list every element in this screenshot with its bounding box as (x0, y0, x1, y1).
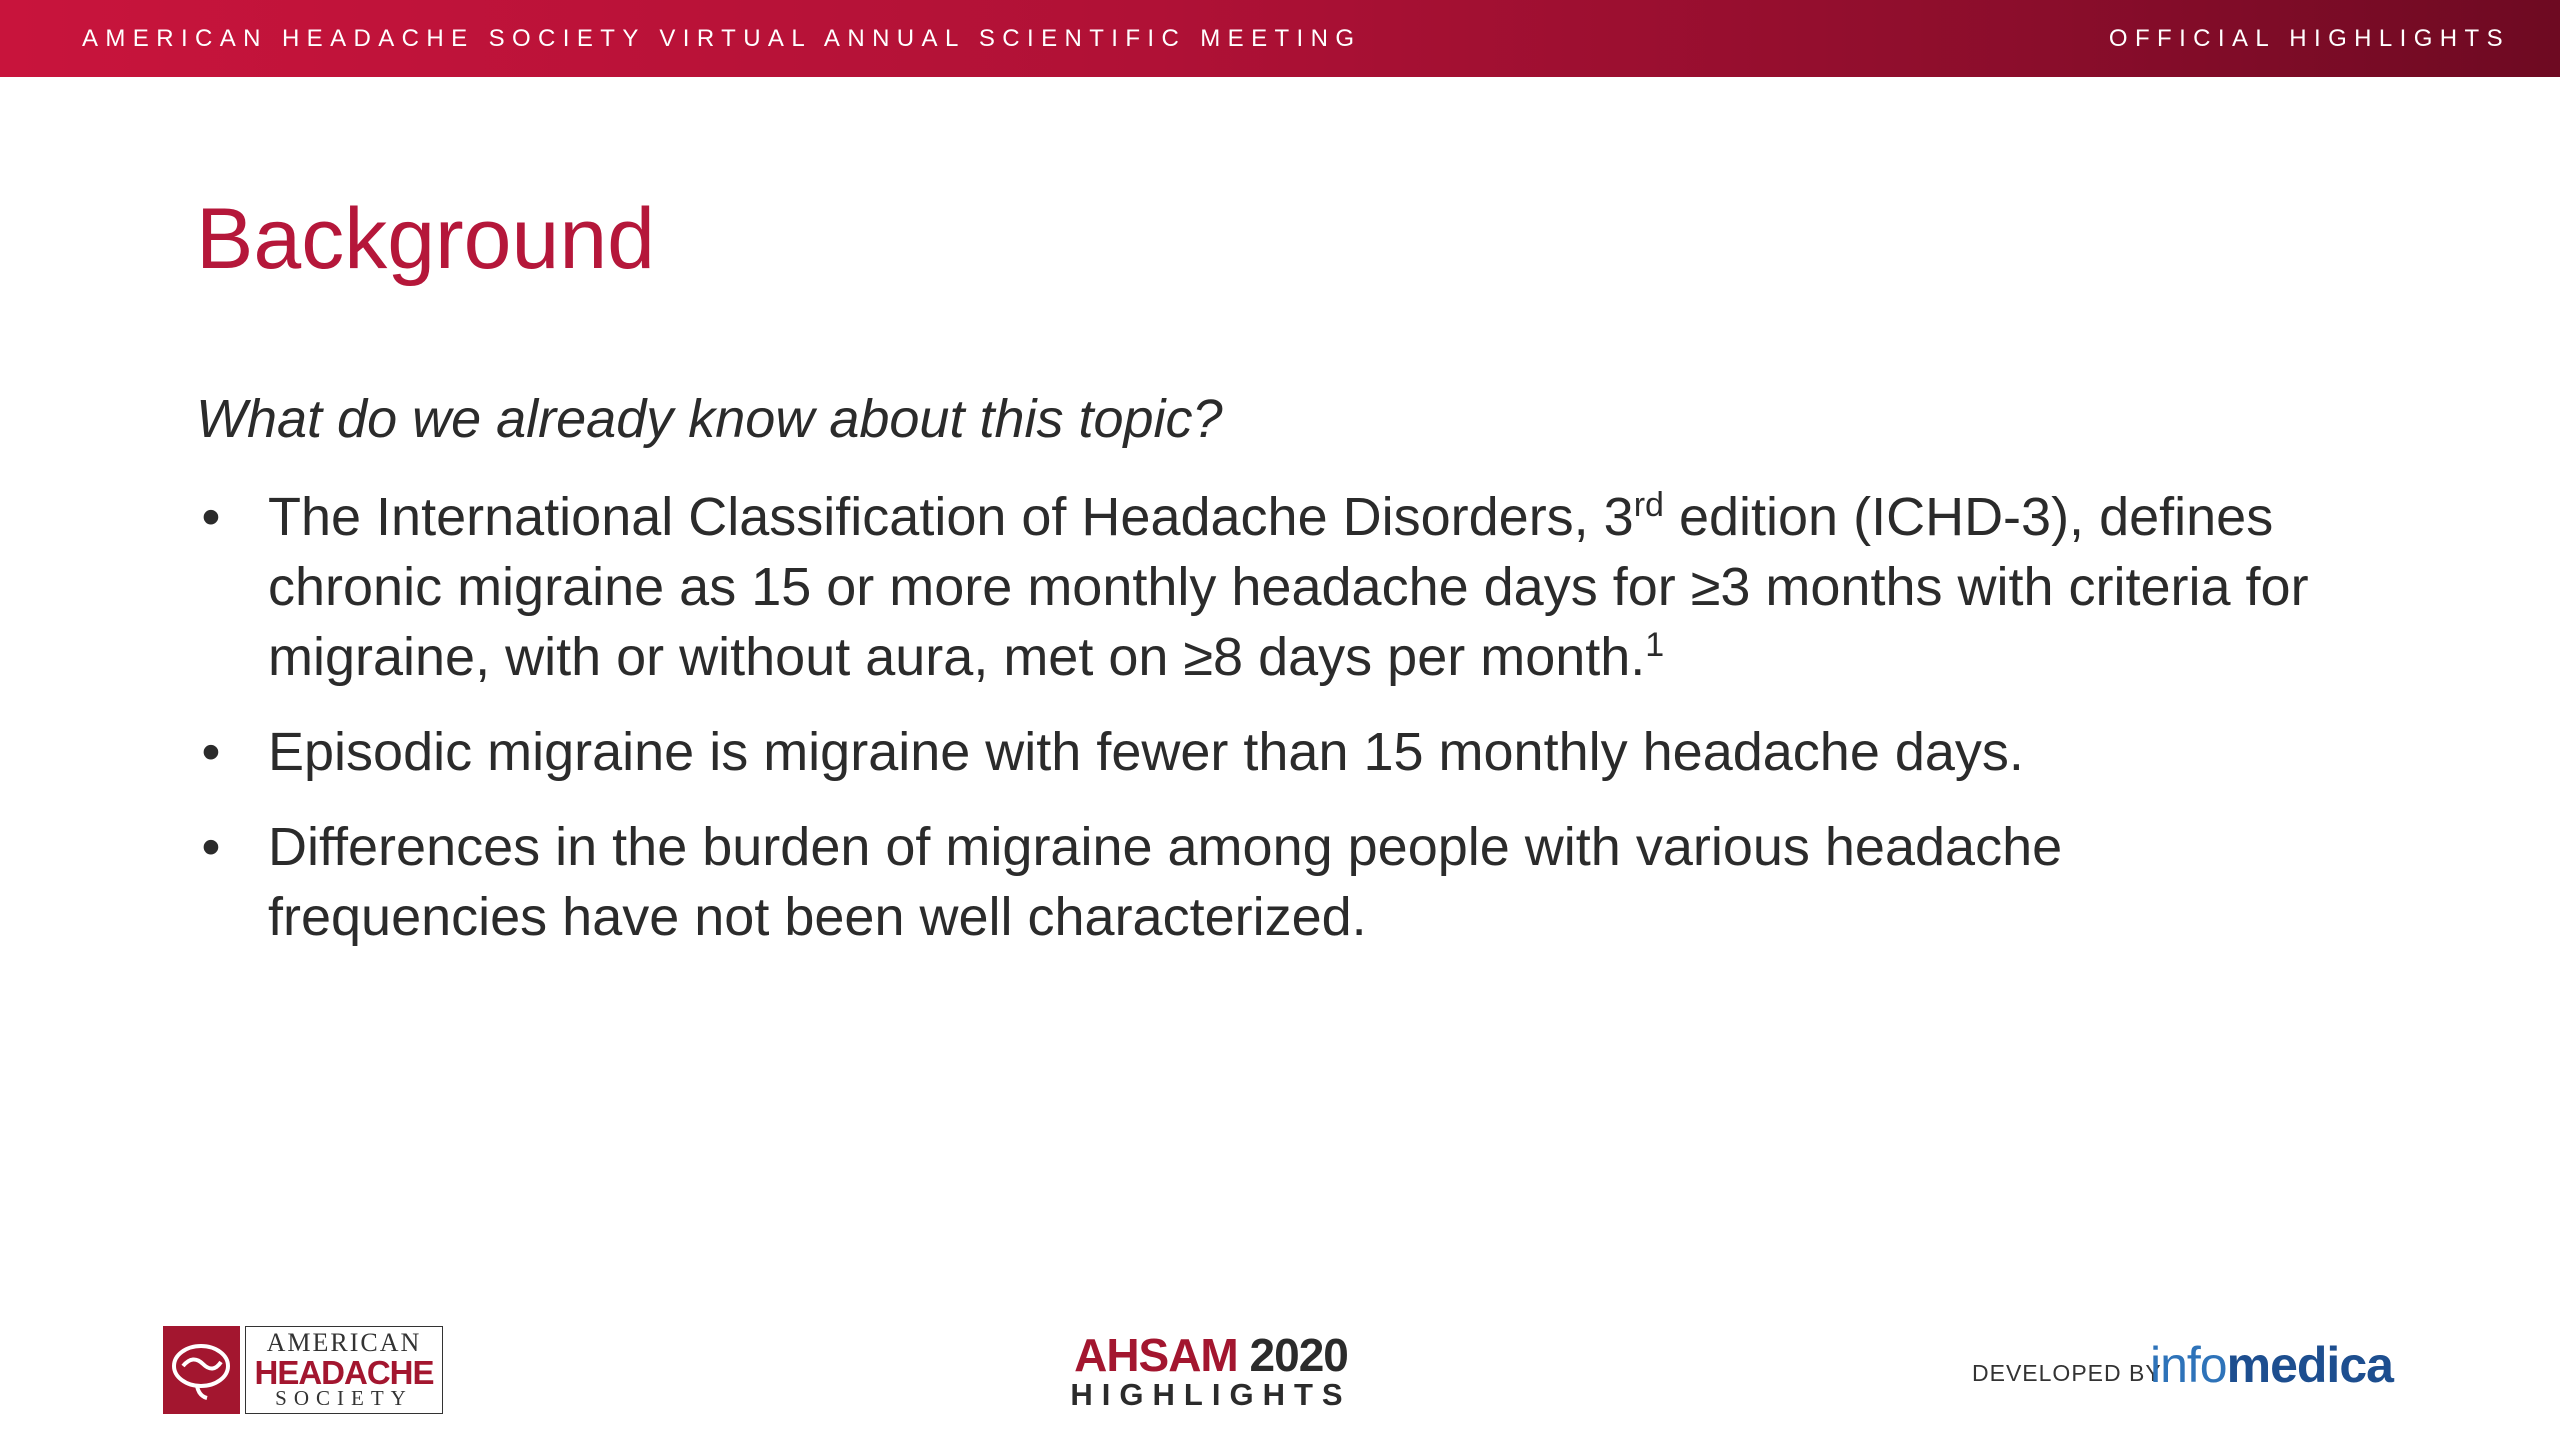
ahsam-logo (1066, 1329, 1356, 1412)
bullet-text: Episodic migraine is migraine with fewer than 15 monthly headache days. (268, 722, 2024, 782)
ahsam-year: 2020 (1249, 1329, 1348, 1381)
bullet-text: The International Classification of Headache Disorders, 3 (268, 487, 1634, 547)
bullet-text-continued: edition (ICHD-3), defines chronic migraine as 15 or more monthly headache days for ≥3 months with criteria for migraine, with or without aura, met on ≥8 days per month. (268, 487, 2309, 687)
bullet-dot: • (201, 817, 221, 877)
logo-line-american: AMERICAN (266, 1328, 422, 1357)
official-highlights-label: OFFICIAL HIGHLIGHTS (2108, 25, 2510, 52)
bullet-list (196, 482, 2346, 977)
bullet-item-ichd (196, 482, 2346, 692)
bullet-dot: • (201, 722, 221, 782)
meeting-name: AMERICAN HEADACHE SOCIETY VIRTUAL ANNUAL SCIENTIFIC MEETING (82, 25, 1362, 52)
ahsam-highlights: HIGHLIGHTS (1070, 1377, 1352, 1412)
developed-by-label: DEVELOPED BY (1972, 1360, 2162, 1386)
slide-subtitle: What do we already know about this topic? (196, 389, 1223, 449)
infomedica-medica: medica (2226, 1337, 2393, 1393)
bullet-item-differences (196, 812, 2346, 952)
ahs-logo (163, 1326, 443, 1414)
logo-line-society: SOCIETY (275, 1386, 413, 1410)
header-bar (0, 0, 2560, 77)
infomedica-info: info (2150, 1337, 2227, 1393)
superscript-rd: rd (1633, 486, 1664, 524)
logo-line-headache: HEADACHE (254, 1354, 434, 1391)
footnote-ref: 1 (1645, 626, 1665, 664)
bullet-dot: • (201, 487, 221, 547)
slide-title: Background (196, 191, 655, 287)
ahsam-title (1066, 1329, 1356, 1381)
ahsam-red-text: AHSAM (1074, 1329, 1238, 1381)
brain-icon (163, 1326, 240, 1414)
bullet-item-episodic (196, 717, 2346, 787)
bullet-text: Differences in the burden of migraine among people with various headache frequencies have not been well characterized. (268, 817, 2063, 947)
infomedica-logo (2150, 1336, 2393, 1394)
